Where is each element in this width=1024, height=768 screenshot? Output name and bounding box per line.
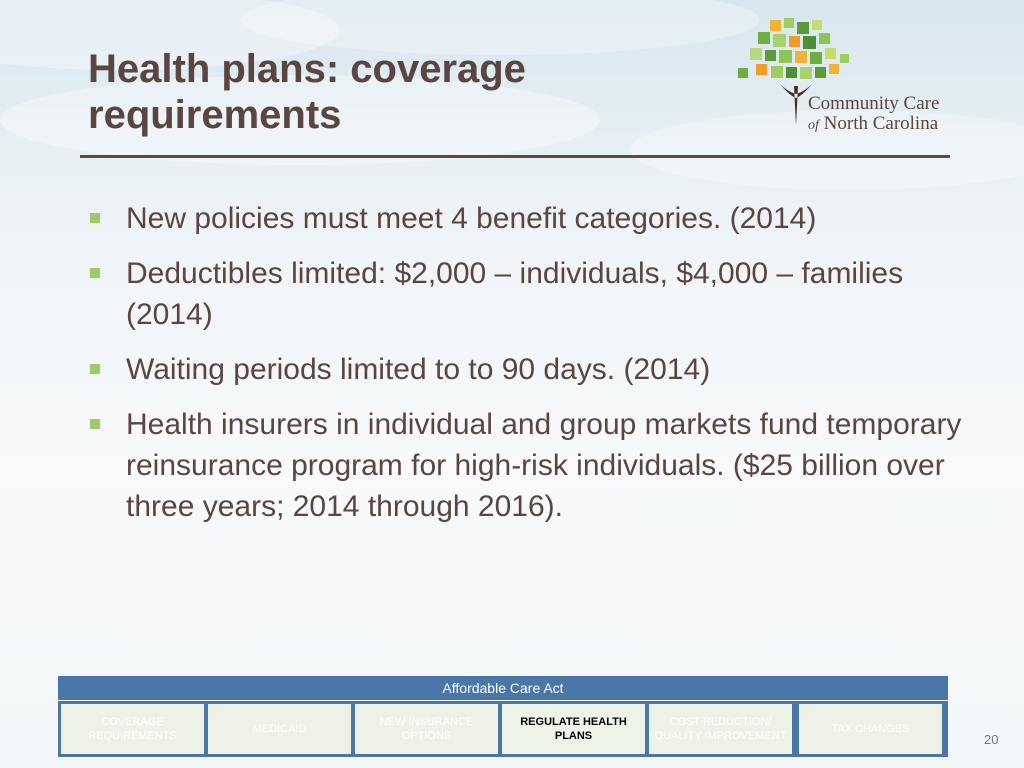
square-bullet-icon [90,268,100,278]
logo-line-2-text: North Carolina [823,113,939,134]
aca-nav-header: Affordable Care Act [58,676,948,700]
aca-nav-tabs [58,701,948,757]
tab-regulate-health-plans[interactable]: REGULATE HEALTH PLANS [502,704,645,754]
bullet-text: New policies must meet 4 benefit categories. (2014) [126,202,817,235]
bullet-text: Deductibles limited: $2,000 – individuals, $4,000 – families (2014) [126,257,904,331]
square-bullet-icon [90,213,100,223]
bullet-item [90,198,970,239]
logo-line-2 [808,114,939,136]
page-number: 20 [984,732,999,747]
bullet-list [90,198,970,541]
logo-line-1: Community Care [808,93,940,114]
title-divider [80,155,950,158]
tab-new-insurance-options[interactable]: NEW INSURANCE OPTIONS [355,704,498,754]
bullet-text: Health insurers in individual and group markets fund temporary reinsurance program for high-risk individuals. ($25 billion over three years; 2014 through 2016). [126,408,962,523]
bullet-item [90,253,970,335]
square-bullet-icon [90,364,100,374]
tab-tax-changes[interactable]: TAX CHANGES [799,704,942,754]
tree-canopy-icon [738,18,849,79]
bullet-item [90,349,970,390]
tab-cost-reduction-quality-improvement[interactable]: COST REDUCTION/ QUALITY IMPROVEMENT [649,704,792,754]
tab-medicaid[interactable]: MEDICAID [208,704,351,754]
bullet-item [90,404,970,527]
square-bullet-icon [90,419,100,429]
tab-coverage-requirements[interactable]: COVERAGE REQUIREMENTS [61,704,204,754]
logo-of: of [808,118,819,133]
bullet-text: Waiting periods limited to to 90 days. (2014) [126,353,711,386]
logo-wordmark [808,94,939,136]
slide-title: Health plans: coverage requirements [88,47,526,137]
